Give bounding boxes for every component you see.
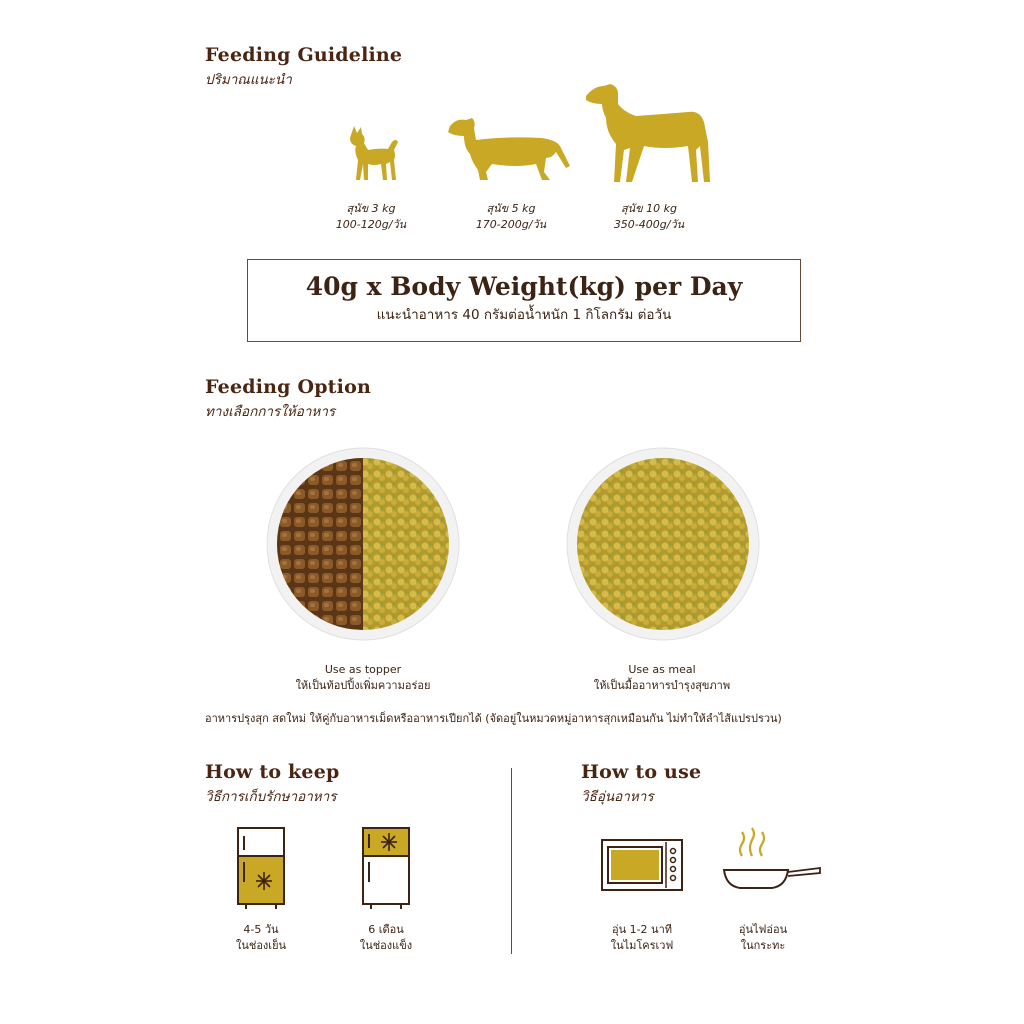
keep-freeze-duration: 6 เดือน	[368, 923, 404, 936]
formula-text: 40g x Body Weight(kg) per Day	[305, 272, 743, 301]
fridge-chill-icon	[236, 826, 286, 910]
microwave-icon	[600, 838, 684, 894]
keep-chill-duration: 4-5 วัน	[243, 923, 279, 936]
use-microwave-time: อุ่น 1-2 นาที	[611, 923, 673, 936]
dog-weight-small: สุนัข 3 kg	[346, 202, 396, 215]
formula-box	[247, 259, 801, 342]
keep-title: How to keep	[205, 761, 340, 783]
topper-label: Use as topper	[324, 663, 402, 676]
topper-label-th: ให้เป็นท้อปปิ้งเพิ่มความอร่อย	[295, 679, 431, 692]
use-subtitle: วิธีอุ่นอาหาร	[581, 789, 654, 805]
use-pan-place: ในกระทะ	[740, 939, 786, 952]
use-pan-heat: อุ่นไฟอ่อน	[738, 923, 788, 936]
section-divider	[511, 768, 512, 954]
meal-label-th: ให้เป็นมื้ออาหารบำรุงสุขภาพ	[593, 679, 731, 692]
keep-subtitle: วิธีการเก็บรักษาอาหาร	[205, 789, 337, 805]
meal-label: Use as meal	[628, 663, 696, 676]
small-dog-icon	[346, 124, 402, 186]
guideline-title: Feeding Guideline	[205, 44, 403, 66]
option-subtitle: ทางเลือกการให้อาหาร	[205, 404, 336, 420]
use-microwave-place: ในไมโครเวฟ	[610, 939, 674, 952]
guideline-subtitle: ปริมาณแนะนำ	[205, 72, 292, 88]
dog-weight-medium: สุนัข 5 kg	[486, 202, 536, 215]
dog-amount-small: 100-120g/วัน	[335, 218, 407, 231]
freezer-icon	[361, 826, 411, 910]
meal-bowl-image	[565, 446, 761, 642]
dog-amount-medium: 170-200g/วัน	[475, 218, 547, 231]
dog-weight-large: สุนัข 10 kg	[620, 202, 678, 215]
option-note: อาหารปรุงสุก สดใหม่ ให้คู่กับอาหารเม็ดหรืออาหารเปียกได้ (จัดอยู่ในหมวดหมู่อาหารสุกเหมือนกัน ไม่ทำให้ลำไส้แปรปรวน)	[205, 712, 782, 725]
pan-icon	[720, 826, 824, 896]
large-dog-icon	[584, 82, 714, 186]
formula-subtext: แนะนำอาหาร 40 กรัมต่อน้ำหนัก 1 กิโลกรัม ต่อวัน	[376, 307, 672, 323]
use-title: How to use	[581, 761, 702, 783]
keep-chill-place: ในช่องเย็น	[235, 939, 287, 952]
dog-amount-large: 350-400g/วัน	[613, 218, 685, 231]
option-title: Feeding Option	[205, 376, 371, 398]
keep-freeze-place: ในช่องแข็ง	[359, 939, 413, 952]
topper-bowl-image	[265, 446, 461, 642]
medium-dog-icon	[446, 114, 574, 186]
